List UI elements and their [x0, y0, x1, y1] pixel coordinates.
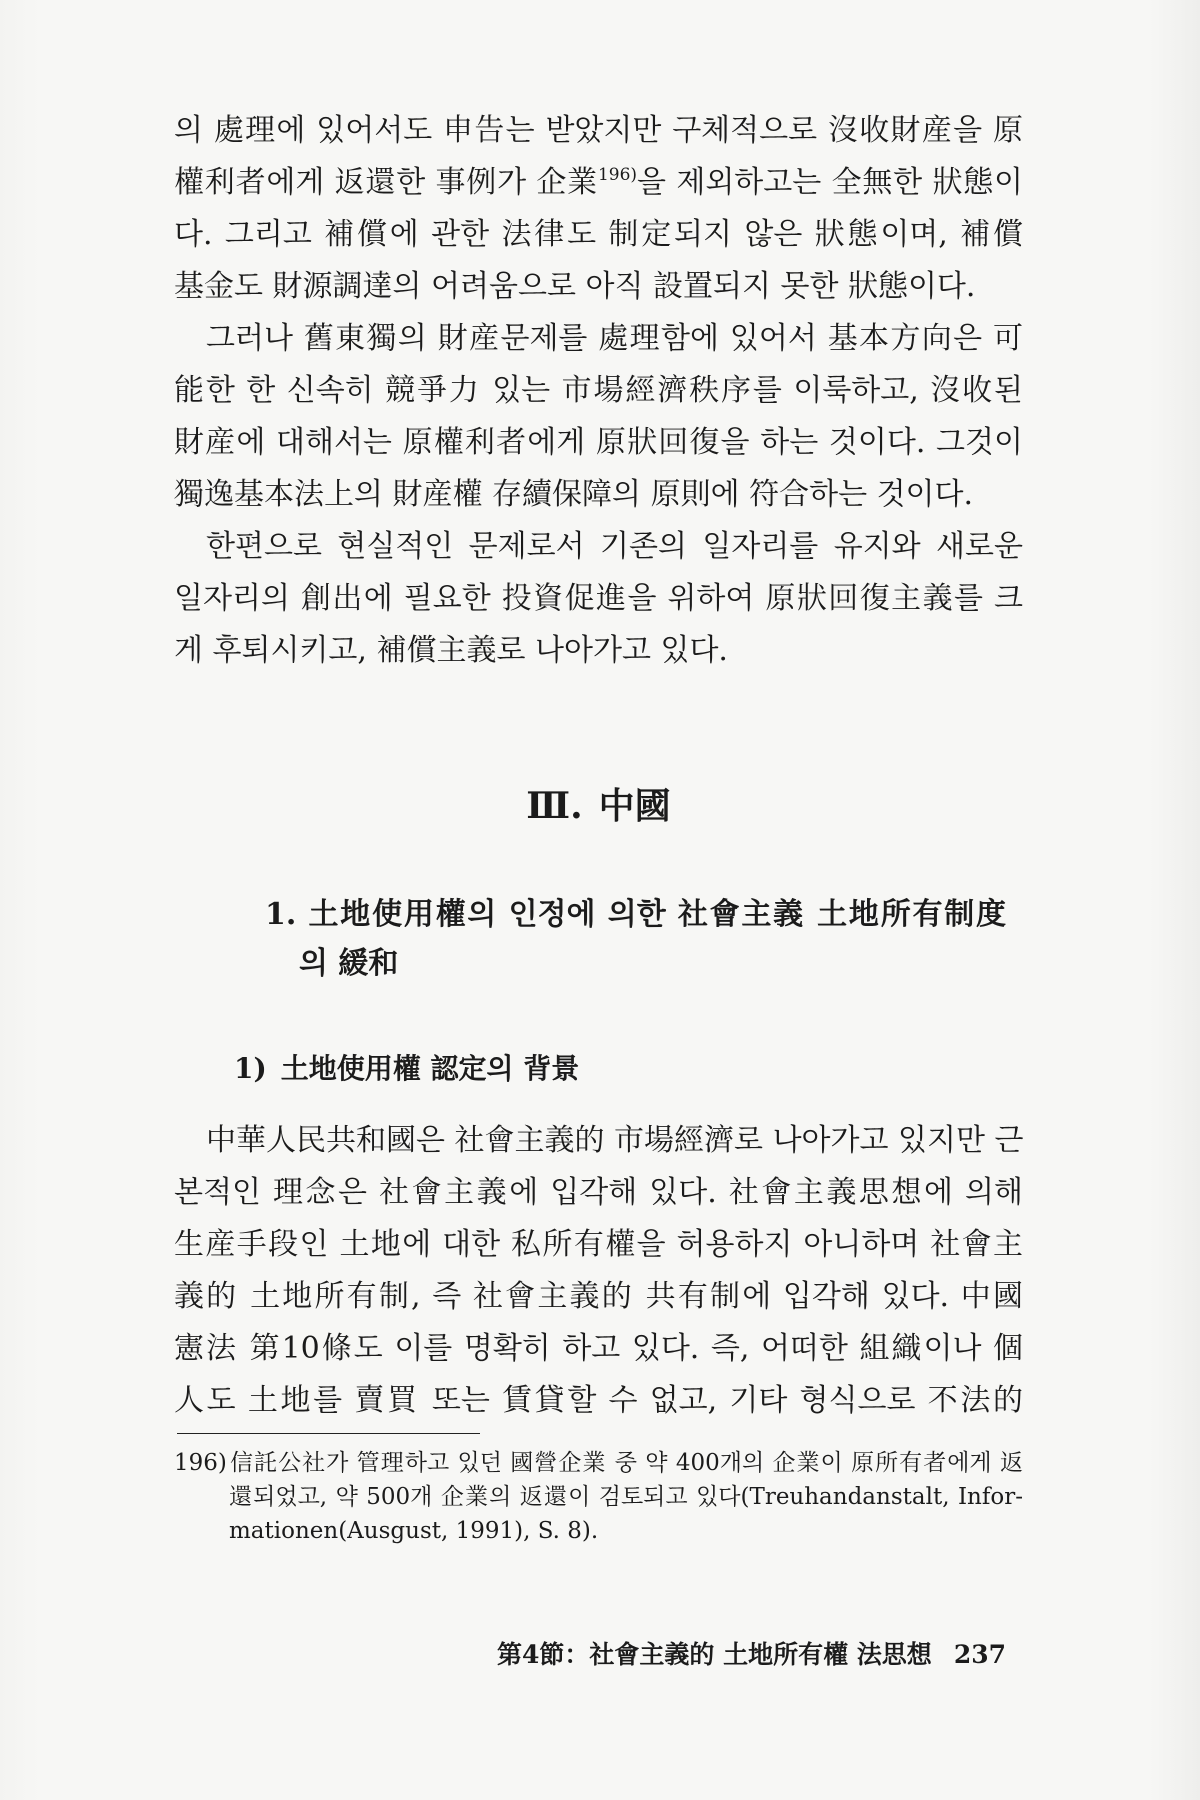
section-number: Ⅲ.: [526, 785, 583, 827]
text-line: 한편으로 현실적인 문제로서 기존의 일자리를 유지와 새로운: [206, 529, 1023, 564]
text-line: 다. 그리고 補償에 관한 法律도 制定되지 않은 狀態이며, 補償: [174, 217, 1023, 252]
running-footer: [497, 1638, 1006, 1672]
text-line: 義的 土地所有制, 즉 社會主義的 共有制에 입각해 있다. 中國: [174, 1279, 1023, 1314]
running-footer-text: 第4節：社會主義的 土地所有權 法思想: [497, 1640, 932, 1669]
subsection-title: 土地使用權의 인정에 의한 社會主義 土地所有制度: [308, 897, 1006, 932]
text-line: 人도 土地를 賣買 또는 賃貸할 수 없고, 기타 형식으로 不法的: [174, 1383, 1023, 1418]
text-line: 그러나 舊東獨의 財産문제를 處理함에 있어서 基本方向은 可: [206, 321, 1023, 356]
paragraph: [174, 1115, 1023, 1427]
footnote: [174, 1446, 1023, 1548]
footnote-marker: 196): [174, 1450, 227, 1476]
text-line: 憲法 第10條도 이를 명확히 하고 있다. 즉, 어떠한 組織이나 個: [174, 1331, 1023, 1366]
body-text-lower: [174, 1115, 1023, 1427]
footnote-line: mationen(Ausgust, 1991), S. 8).: [229, 1518, 599, 1544]
subsection-number: 1.: [265, 897, 297, 932]
body-text-upper: [174, 105, 1023, 677]
subsection-heading-line: 의 緩和: [299, 946, 399, 981]
paragraph: [174, 521, 1023, 677]
text-line: 生産手段인 土地에 대한 私所有權을 허용하지 아니하며 社會主: [174, 1227, 1023, 1262]
footnote-reference: 196): [597, 165, 638, 185]
subsection-heading-line: [265, 890, 1006, 939]
text-line: 게 후퇴시키고, 補償主義로 나아가고 있다.: [174, 633, 728, 668]
text-line: 일자리의 創出에 필요한 投資促進을 위하여 原狀回復主義를 크: [174, 581, 1023, 616]
footnote-line: [174, 1446, 1023, 1480]
text-line: 의 處理에 있어서도 申告는 받았지만 구체적으로 沒收財産을 原: [174, 113, 1023, 148]
subsubsection-title: 土地使用權 認定의 背景: [280, 1052, 580, 1085]
paragraph: [174, 313, 1023, 521]
subsection-heading: [265, 890, 1006, 988]
page-number: 237: [953, 1640, 1006, 1669]
text-segment: 을 제외하고는 全無한 狀態이: [637, 165, 1023, 200]
text-line: 財産에 대해서는 原權利者에게 原狀回復을 하는 것이다. 그것이: [174, 425, 1023, 460]
section-heading: [174, 782, 1023, 830]
text-segment: 權利者에게 返還한 事例가 企業: [174, 165, 598, 200]
subsubsection-heading: [234, 1047, 934, 1091]
footnote-text: 信託公社가 管理하고 있던 國營企業 중 약 400개의 企業이 原所有者에게 返: [229, 1450, 1023, 1476]
footnote-line: 還되었고, 약 500개 企業의 返還이 검토되고 있다(Treuhandanstalt, Infor-: [229, 1484, 1023, 1510]
text-line: 基金도 財源調達의 어려움으로 아직 設置되지 못한 狀態이다.: [174, 269, 976, 304]
text-line: [174, 157, 1023, 209]
section-title: 中國: [598, 785, 671, 827]
text-line: 본적인 理念은 社會主義에 입각해 있다. 社會主義思想에 의해: [174, 1175, 1023, 1210]
text-line: 中華人民共和國은 社會主義的 市場經濟로 나아가고 있지만 근: [206, 1123, 1023, 1158]
text-line: 能한 한 신속히 競爭力 있는 市場經濟秩序를 이룩하고, 沒收된: [174, 373, 1023, 408]
paragraph: [174, 105, 1023, 313]
footnote-rule: [177, 1433, 480, 1434]
subsubsection-number: 1): [234, 1052, 267, 1085]
text-line: 獨逸基本法上의 財産權 存續保障의 原則에 符合하는 것이다.: [174, 477, 974, 512]
